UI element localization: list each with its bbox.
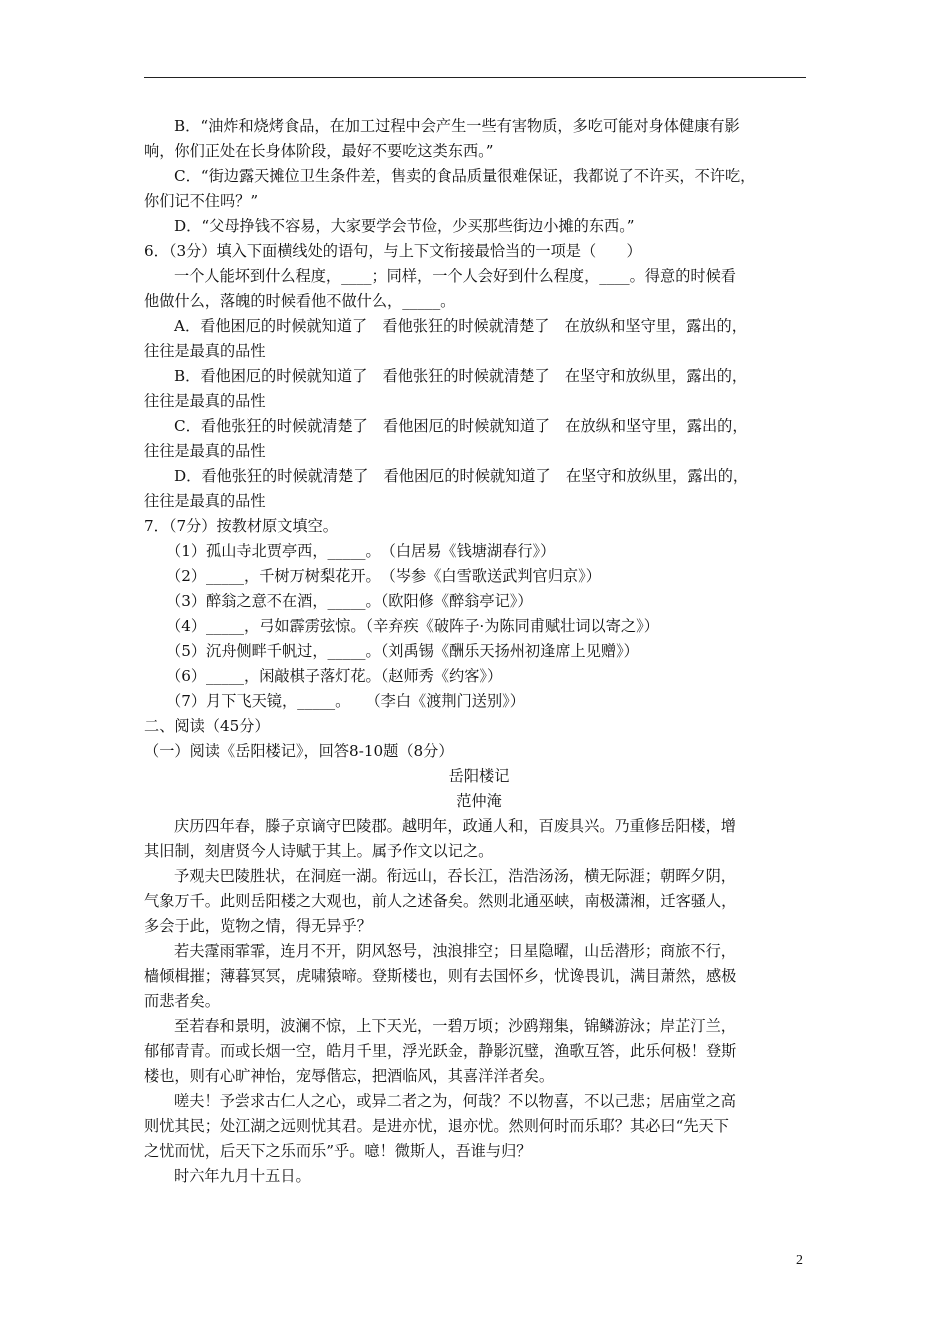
q5-option-b: B．“油炸和烧烤食品，在加工过程中会产生一些有害物质，多吃可能对身体健康有影 响，你们正处在长身体阶段，最好不要吃这类东西。” <box>144 117 740 160</box>
q7-item: （7）月下飞天镜，_____。 （李白《渡荆门送别》） <box>166 692 525 710</box>
document-body <box>144 114 814 1189</box>
q6-option-d: D．看他张狂的时候就清楚了 看他困厄的时候就知道了 在坚守和放纵里，露出的， <box>174 467 749 485</box>
passage-author: 范仲淹 <box>456 792 502 810</box>
passage-title: 岳阳楼记 <box>448 767 510 785</box>
subsection-heading: （一）阅读《岳阳楼记》，回答8-10题（8分） <box>144 742 454 760</box>
passage-paragraph: 予观夫巴陵胜状，在洞庭一湖。衔远山，吞长江，浩浩汤汤，横无际涯；朝晖夕阴， 气象万千。此则岳阳楼之大观也，前人之述备矣。然则北通巫峡，南极潇湘，迁客骚人， 多会于此，览物之情，得无异乎？ <box>144 867 737 935</box>
header-rule <box>144 77 806 78</box>
q5-option-c: C．“街边露天摊位卫生条件差，售卖的食品质量很难保证，我都说了不许买，不许吃， 你们记不住吗？” <box>144 167 756 210</box>
q7-item: （5）沉舟侧畔千帆过，_____。（刘禹锡《酬乐天扬州初逢席上见赠》） <box>166 642 639 660</box>
q7-item: （1）孤山寺北贾亭西，_____。 （白居易《钱塘湖春行》） <box>166 542 556 560</box>
q6-option-b: B．看他困厄的时候就知道了 看他张狂的时候就清楚了 在坚守和放纵里，露出的， <box>174 367 748 385</box>
q7-item: （6）_____，闲敲棋子落灯花。（赵师秀《约客》） <box>166 667 503 685</box>
passage-paragraph: 嗟夫！予尝求古仁人之心，或异二者之为，何哉？不以物喜，不以己悲；居庙堂之高 则忧其民；处江湖之远则忧其君。是进亦忧，退亦忧。然则何时而乐耶？其必曰“先天下 之忧而忧，后天下之乐而乐”乎。噫！微斯人，吾谁与归？ <box>144 1092 736 1160</box>
question-6: 6．（3分）填入下面横线处的语句，与上下文衔接最恰当的一项是（ ） 一个人能坏到什么程度，____；同样，一个人会好到什么程度，____。得意的时候看 他做什么，落魄的时候看他不做什么，_____。 A．看他困厄的时候就知道了 看他张狂的时候就清楚了 在放纵和坚守里，露出的， 往往是最真的品性 B．看他困厄的时候就知道了 看他张狂的时候就清楚了 在坚守和放纵里，露出的， 往往是最真的品性 C．看他张狂的时候就清楚了 看他困厄的时候就知道了 在放纵和坚守里，露出的， 往往是最真的品性 D．看他张狂的时候就清楚了 看他困厄的时候就知道了 在坚守和放纵里，露出的， 往往是最真的品性 <box>144 239 814 514</box>
q6-option-a: A．看他困厄的时候就知道了 看他张狂的时候就清楚了 在放纵和坚守里，露出的， <box>174 317 747 335</box>
passage-paragraph: 至若春和景明，波澜不惊，上下天光，一碧万顷；沙鸥翔集，锦鳞游泳；岸芷汀兰， 郁郁青青。而或长烟一空，皓月千里，浮光跃金，静影沉璧，渔歌互答，此乐何极！登斯 楼也，则有心旷神怡，宠辱偕忘，把酒临风，其喜洋洋者矣。 <box>144 1017 737 1085</box>
q7-item: （2）_____，千树万树梨花开。 （岑参《白雪歌送武判官归京》） <box>166 567 601 585</box>
q6-stem: 6．（3分）填入下面横线处的语句，与上下文衔接最恰当的一项是（ ） <box>144 242 642 260</box>
q5-option-d: D．“父母挣钱不容易，大家要学会节俭，少买那些街边小摊的东西。” <box>174 217 635 235</box>
section-reading <box>144 714 814 1189</box>
q7-item: （4）_____，弓如霹雳弦惊。（辛弃疾《破阵子·为陈同甫赋壮词以寄之》） <box>166 617 659 635</box>
q6-option-c: C．看他张狂的时候就清楚了 看他困厄的时候就知道了 在放纵和坚守里，露出的， <box>174 417 748 435</box>
q6-passage: 一个人能坏到什么程度，____；同样，一个人会好到什么程度，____。得意的时候看 <box>174 267 736 285</box>
passage-paragraph: 庆历四年春，滕子京谪守巴陵郡。越明年，政通人和，百废具兴。乃重修岳阳楼，增 其旧制，刻唐贤今人诗赋于其上。属予作文以记之。 <box>144 817 736 860</box>
passage-paragraph: 时六年九月十五日。 <box>174 1167 311 1185</box>
question-7 <box>144 514 814 714</box>
q7-stem: 7．（7分）按教材原文填空。 <box>144 517 338 535</box>
q7-item: （3）醉翁之意不在酒，_____。（欧阳修《醉翁亭记》） <box>166 592 533 610</box>
section-heading: 二、阅读（45分） <box>144 717 270 735</box>
passage-paragraph: 若夫霪雨霏霏，连月不开，阴风怒号，浊浪排空；日星隐曜，山岳潜形；商旅不行， 樯倾楫摧；薄暮冥冥，虎啸猿啼。登斯楼也，则有去国怀乡，忧谗畏讥，满目萧然，感极 而悲者矣。 <box>144 942 737 1010</box>
page-number: 2 <box>796 1253 803 1268</box>
